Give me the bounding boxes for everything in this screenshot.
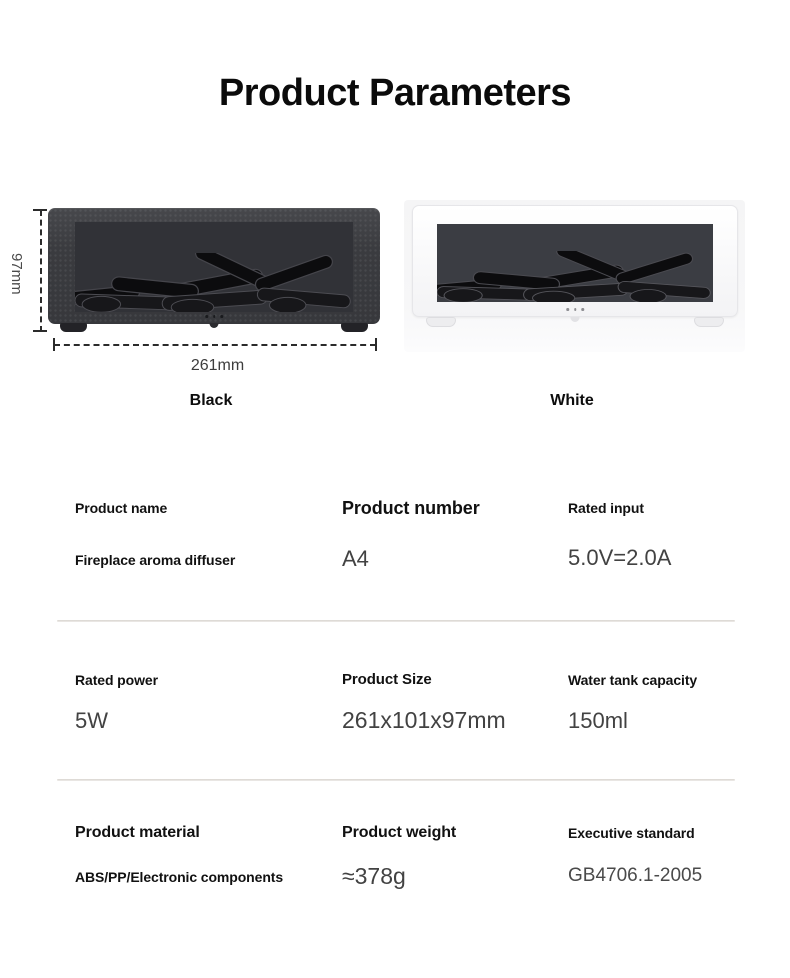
control-dots	[566, 308, 584, 311]
white-product-photo	[404, 200, 745, 352]
spec-cell-product-material	[57, 823, 342, 931]
mist-outlet-nub	[571, 317, 580, 322]
width-dimension-line	[54, 344, 376, 346]
spec-value: A4	[342, 546, 369, 571]
spec-row-1	[57, 490, 735, 620]
spec-value: GB4706.1-2005	[568, 865, 703, 886]
spec-value: Fireplace aroma diffuser	[75, 552, 236, 568]
width-dimension-label: 261mm	[190, 357, 245, 374]
spec-label: Product number	[342, 498, 480, 518]
spec-value: ABS/PP/Electronic components	[75, 869, 284, 885]
black-product-image	[48, 208, 380, 324]
spec-value: ≈378g	[342, 863, 406, 889]
width-dimension-cap-right	[375, 338, 377, 351]
white-variant-label: White	[550, 392, 594, 409]
spec-label: Water tank capacity	[568, 672, 698, 688]
spec-label: Executive standard	[568, 825, 695, 841]
spec-row-3	[57, 781, 735, 931]
spec-label: Rated power	[75, 672, 158, 688]
specs-section	[57, 490, 735, 931]
spec-cell-water-tank-capacity	[568, 670, 735, 779]
spec-label: Rated input	[568, 500, 644, 516]
fireplace-window	[75, 222, 353, 312]
logs-illustration	[437, 251, 713, 302]
mist-outlet-nub	[210, 323, 219, 328]
spec-cell-rated-power	[57, 670, 342, 779]
spec-cell-product-name	[57, 498, 342, 620]
spec-label: Product weight	[342, 824, 457, 841]
product-foot	[341, 323, 368, 332]
spec-row-2	[57, 622, 735, 779]
spec-cell-rated-input	[568, 498, 735, 620]
white-product-image	[412, 205, 738, 317]
height-dimension-line	[40, 210, 42, 332]
black-variant-label: Black	[189, 392, 233, 409]
spec-value: 150ml	[568, 708, 628, 733]
spec-cell-executive-standard	[568, 823, 735, 931]
logs-illustration	[75, 253, 353, 312]
width-dimension-cap-left	[53, 338, 55, 351]
height-dimension-cap-bottom	[33, 330, 47, 332]
spec-cell-product-weight	[342, 823, 568, 931]
spec-label: Product name	[75, 500, 168, 516]
spec-value: 5.0V=2.0A	[568, 545, 672, 570]
spec-value: 5W	[75, 708, 108, 733]
height-dimension-label: 97mm	[8, 253, 25, 295]
spec-cell-product-size	[342, 670, 568, 779]
product-foot	[60, 323, 87, 332]
spec-label: Product material	[75, 824, 200, 841]
page-title: Product Parameters	[218, 72, 572, 114]
product-foot	[426, 317, 456, 327]
spec-cell-product-number	[342, 498, 568, 620]
spec-value: 261x101x97mm	[342, 707, 506, 733]
spec-label: Product Size	[342, 671, 432, 688]
product-foot	[694, 317, 724, 327]
control-dots	[205, 315, 223, 318]
height-dimension-cap-top	[33, 209, 47, 211]
fireplace-window	[437, 224, 713, 302]
